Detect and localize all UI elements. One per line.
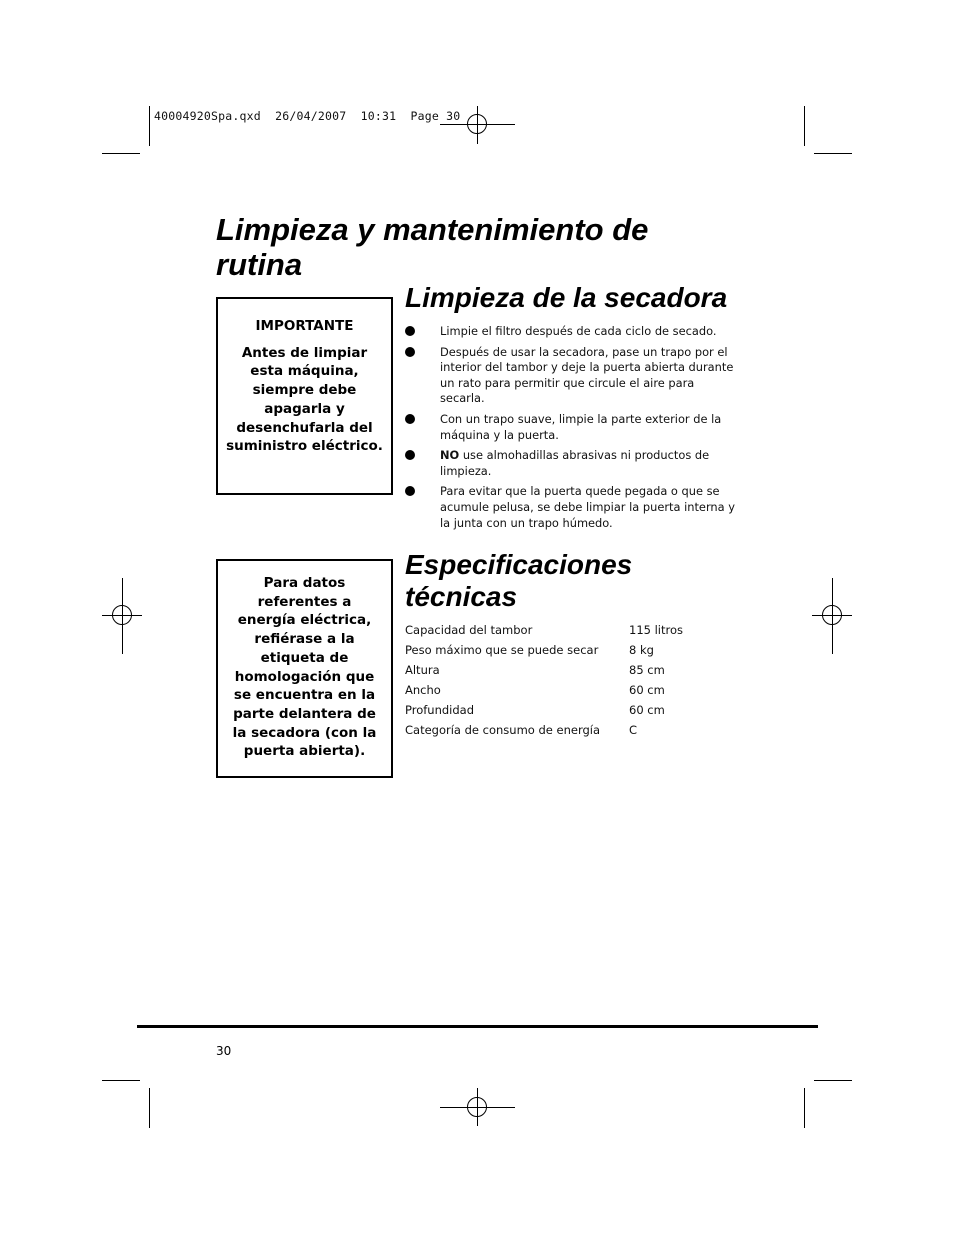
bullet-icon — [405, 414, 415, 424]
spec-value: C — [629, 723, 638, 737]
spec-value: 60 cm — [629, 703, 665, 717]
page-title: Limpieza y mantenimiento de rutina — [216, 212, 649, 282]
important-text: Antes de limpiar esta máquina, siempre debe apagarla y desenchufarla del suministro eléctrico. — [226, 344, 383, 455]
cleaning-section — [405, 282, 740, 536]
bullet-icon — [405, 450, 415, 460]
table-row — [405, 683, 683, 703]
list-item-text: Para evitar que la puerta quede pegada o que se acumule pelusa, se debe limpiar la puerta interna y la junta con un trapo húmedo. — [440, 484, 735, 530]
table-row — [405, 643, 683, 663]
list-item — [405, 484, 740, 531]
table-row — [405, 703, 683, 723]
specs-table — [405, 623, 683, 743]
table-row — [405, 623, 683, 643]
cleaning-list — [405, 324, 740, 531]
spec-label: Ancho — [405, 683, 441, 697]
spec-label: Peso máximo que se puede secar — [405, 643, 599, 657]
cleaning-title: Limpieza de la secadora — [405, 282, 728, 313]
list-item-text: Después de usar la secadora, pase un trapo por el interior del tambor y deje la puerta abierta durante un rato para permitir que circule el aire para secarla. — [440, 344, 734, 406]
spec-label: Altura — [405, 663, 440, 677]
list-item — [405, 448, 740, 479]
list-item-text: use almohadillas abrasivas ni productos de limpieza. — [440, 448, 710, 478]
bullet-icon — [405, 326, 415, 336]
bullet-icon — [405, 347, 415, 357]
spec-value: 85 cm — [629, 663, 665, 677]
footer-rule — [137, 1025, 818, 1028]
file-header: 40004920Spa.qxd 26/04/2007 10:31 Page 30 — [154, 109, 461, 123]
list-item-text: Limpie el filtro después de cada ciclo de secado. — [440, 324, 717, 338]
energy-info-box — [216, 559, 393, 778]
spec-label: Profundidad — [405, 703, 475, 717]
list-item-text: Con un trapo suave, limpie la parte exterior de la máquina y la puerta. — [440, 411, 722, 442]
page-number: 30 — [216, 1044, 232, 1058]
spec-value: 60 cm — [629, 683, 665, 697]
energy-info-text: Para datos referentes a energía eléctrica, refiérase a la etiqueta de homologación que se encuentra en la parte delantera de la secadora (con la puerta abierta). — [232, 575, 377, 760]
list-item — [405, 412, 740, 443]
table-row — [405, 663, 683, 683]
specs-title: Especificaciones técnicas — [405, 549, 633, 612]
spec-value: 8 kg — [629, 643, 654, 657]
spec-label: Capacidad del tambor — [405, 623, 533, 637]
spec-label: Categoría de consumo de energía — [405, 723, 601, 737]
list-item — [405, 324, 740, 340]
list-item-emphasis: NO — [440, 448, 460, 463]
spec-value: 115 litros — [629, 623, 684, 637]
important-heading: IMPORTANTE — [255, 318, 354, 334]
important-notice-box — [216, 297, 393, 495]
bullet-icon — [405, 486, 415, 496]
list-item — [405, 345, 740, 407]
specs-section — [405, 549, 745, 743]
table-row — [405, 723, 683, 743]
